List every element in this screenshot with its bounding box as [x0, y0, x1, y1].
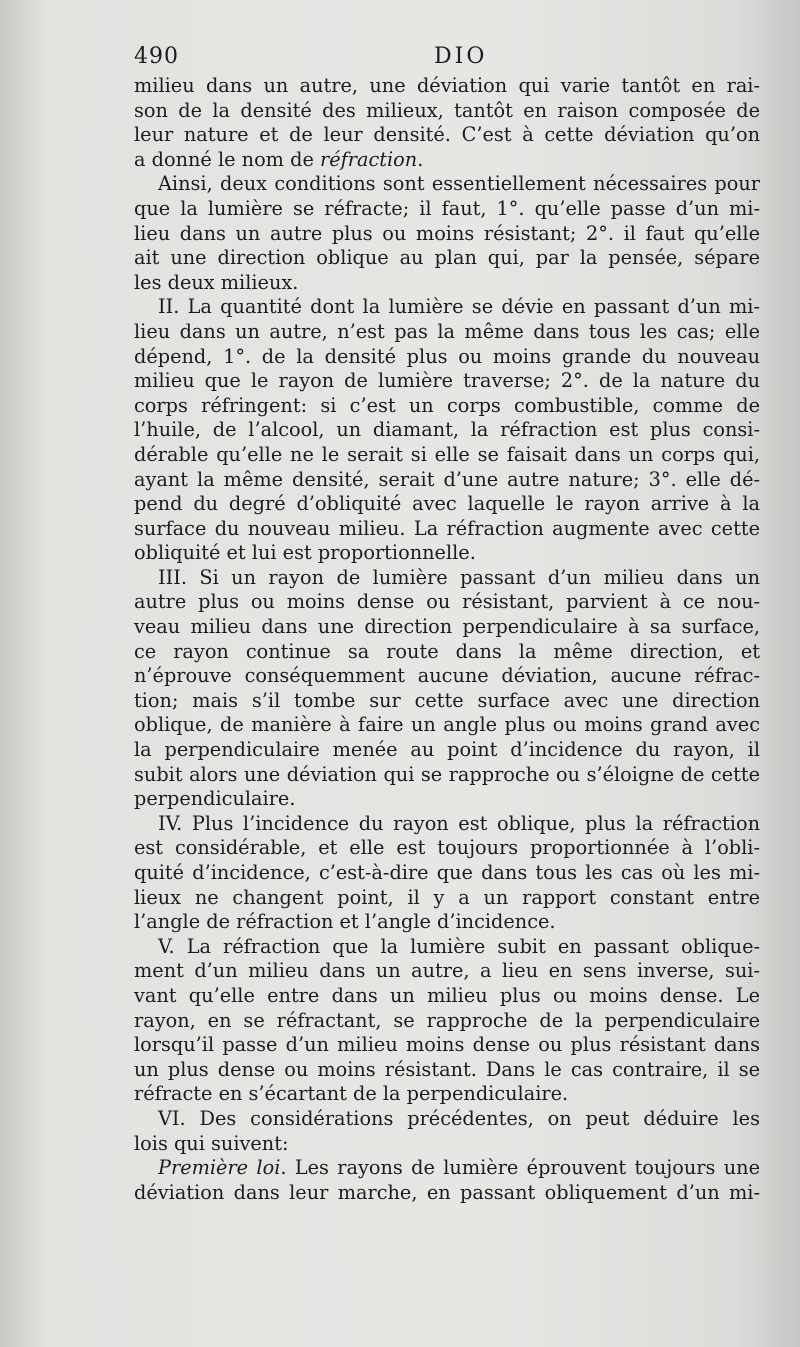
text-line: son de la densité des milieux, tantôt en raison composée de [134, 98, 760, 122]
paragraph-vi [134, 1107, 760, 1156]
text-line: la perpendiculaire menée au point d’incidence du rayon, il [134, 738, 760, 762]
text-line: milieu que le rayon de lumière traverse; 2°. de la nature du [134, 369, 760, 393]
paragraph-ainsi [134, 172, 760, 295]
text-line: corps réfringent: si c’est un corps combustible, comme de [134, 393, 760, 417]
text-line: réfracte en s’écartant de la perpendiculaire. [134, 1082, 569, 1106]
text-line: oblique, de manière à faire un angle plus ou moins grand avec [134, 713, 760, 737]
text-line: a donné le nom de réfraction. [134, 147, 424, 171]
page-header [134, 44, 760, 74]
text-line: les deux milieux. [134, 270, 299, 294]
text-line: III. Si un rayon de lumière passant d’un milieu dans un [158, 565, 760, 589]
paragraph-v [134, 935, 760, 1107]
text-line: dépend, 1°. de la densité plus ou moins grande du nouveau [134, 344, 760, 368]
text-line: l’angle de réfraction et l’angle d’incidence. [134, 910, 556, 934]
paragraph-ii [134, 295, 760, 566]
text-line: un plus dense ou moins résistant. Dans le cas contraire, il se [134, 1057, 760, 1081]
text-line: lorsqu’il passe d’un milieu moins dense ou plus résistant dans [134, 1033, 760, 1057]
body-text [134, 74, 760, 1205]
paragraph-continuation [134, 74, 760, 172]
text-line: surface du nouveau milieu. La réfraction augmente avec cette [134, 516, 760, 540]
text-line: autre plus ou moins dense ou résistant, parvient à ce nou- [134, 590, 760, 614]
text-line: quité d’incidence, c’est-à-dire que dans tous les cas où les mi- [134, 861, 760, 884]
text-line: leur nature et de leur densité. C’est à cette déviation qu’on [134, 123, 760, 147]
paragraph-premiere-loi [134, 1156, 760, 1205]
running-head: DIO [434, 44, 488, 69]
text-line: lieux ne changent point, il y a un rapport constant entre [134, 885, 760, 909]
text-line: que la lumière se réfracte; il faut, 1°. qu’elle passe d’un mi- [134, 196, 760, 220]
text-line: subit alors une déviation qui se rapproche ou s’éloigne de cette [134, 762, 760, 786]
text-line: obliquité et lui est proportionnelle. [134, 541, 476, 565]
paragraph-iv [134, 812, 760, 935]
text-line: IV. Plus l’incidence du rayon est oblique, plus la réfraction [158, 811, 760, 835]
text-line: tion; mais s’il tombe sur cette surface avec une direction [134, 688, 760, 712]
text-line: pend du degré d’obliquité avec laquelle le rayon arrive à la [134, 492, 760, 516]
text-line: Ainsi, deux conditions sont essentiellement nécessaires pour [158, 172, 760, 196]
text-line: ait une direction oblique au plan qui, par la pensée, sépare [134, 246, 760, 270]
text-line: ayant la même densité, serait d’une autre nature; 3°. elle dé- [134, 467, 760, 491]
text-line: perpendiculaire. [134, 787, 296, 811]
text-line: V. La réfraction que la lumière subit en passant oblique- [158, 934, 760, 958]
text-line: II. La quantité dont la lumière se dévie en passant d’un mi- [158, 295, 760, 319]
text-line: veau milieu dans une direction perpendiculaire à sa surface, [134, 615, 760, 639]
text-line: l’huile, de l’alcool, un diamant, la réfraction est plus consi- [134, 418, 760, 442]
text-line: Première loi. Les rayons de lumière éprouvent toujours une [158, 1156, 760, 1180]
paragraph-iii [134, 566, 760, 812]
page-number: 490 [134, 44, 179, 69]
text-line: vant qu’elle entre dans un milieu plus ou moins dense. Le [134, 983, 760, 1007]
text-line: n’éprouve conséquemment aucune déviation, aucune réfrac- [134, 664, 760, 688]
text-line: ment d’un milieu dans un autre, a lieu en sens inverse, sui- [134, 959, 760, 983]
text-line: ce rayon continue sa route dans la même direction, et [134, 639, 760, 663]
text-line: lieu dans un autre, n’est pas la même dans tous les cas; elle [134, 319, 760, 343]
text-line: dérable qu’elle ne le serait si elle se faisait dans un corps qui, [134, 442, 760, 466]
text-line: déviation dans leur marche, en passant obliquement d’un mi- [134, 1180, 760, 1204]
text-line: rayon, en se réfractant, se rapproche de la perpendiculaire [134, 1008, 760, 1032]
text-line: VI. Des considérations précédentes, on peut déduire les [158, 1106, 760, 1130]
text-line: milieu dans un autre, une déviation qui varie tantôt en rai- [134, 74, 760, 97]
text-line: est considérable, et elle est toujours proportionnée à l’obli- [134, 836, 760, 860]
text-line: lieu dans un autre plus ou moins résistant; 2°. il faut qu’elle [134, 221, 760, 245]
text-line: lois qui suivent: [134, 1131, 289, 1155]
